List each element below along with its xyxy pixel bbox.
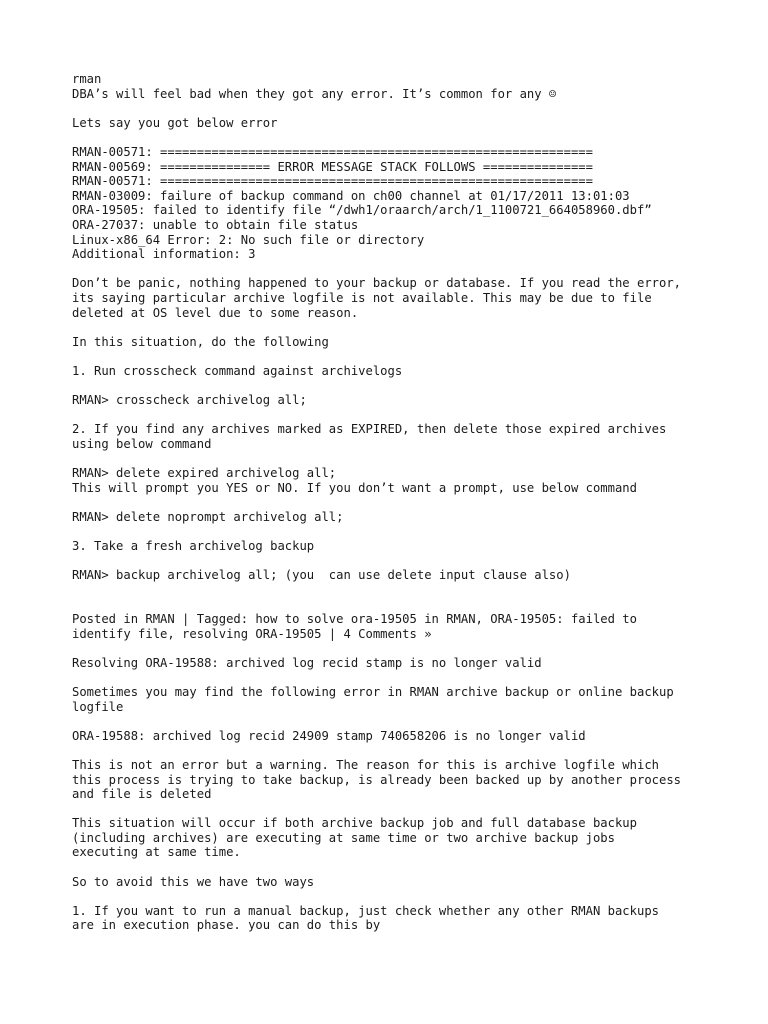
blank-line (72, 889, 712, 904)
blank-line (72, 670, 712, 685)
blank-line (72, 408, 712, 423)
blank-line (72, 583, 712, 598)
text-line: RMAN> delete noprompt archivelog all; (72, 509, 344, 524)
text-line: ORA-19588: archived log recid 24909 stamp 740658206 is no longer valid (72, 728, 586, 743)
text-line: RMAN-03009: failure of backup command on ch00 channel at 01/17/2011 13:01:03 (72, 188, 630, 203)
text-line: RMAN-00569: =============== ERROR MESSAGE STACK FOLLOWS =============== (72, 159, 593, 174)
text-line: Posted in RMAN | Tagged: how to solve ora-19505 in RMAN, ORA-19505: failed to (72, 611, 637, 626)
text-line: 1. Run crosscheck command against archivelogs (72, 363, 403, 378)
text-line: Linux-x86_64 Error: 2: No such file or directory (72, 232, 425, 247)
text-line: This situation will occur if both archive backup job and full database backup (72, 816, 637, 831)
document-page (72, 72, 712, 933)
text-line: ORA-27037: unable to obtain file status (72, 217, 359, 232)
blank-line (72, 802, 712, 817)
text-line: 3. Take a fresh archivelog backup (72, 539, 315, 553)
text-line: 1. If you want to run a manual backup, just check whether any other RMAN backups (72, 903, 659, 918)
blank-line (72, 262, 712, 277)
text-line: DBA’s will feel bad when they got any error. It’s common for any ☺ (72, 86, 557, 101)
text-line: ORA-19505: failed to identify file “/dwh1/oraarch/arch/1_1100721_664058960.dbf” (72, 203, 652, 218)
blank-line (72, 451, 712, 466)
text-line: So to avoid this we have two ways (72, 874, 315, 889)
text-line: This will prompt you YES or NO. If you don’t want a prompt, use below command (72, 480, 637, 495)
blank-line (72, 860, 712, 875)
text-line: (including archives) are executing at same time or two archive backup jobs (72, 830, 615, 845)
text-line: executing at same time. (72, 845, 241, 860)
blank-line (72, 349, 712, 364)
text-line: Sometimes you may find the following error in RMAN archive backup or online backup (72, 684, 674, 699)
text-line: and file is deleted (72, 787, 212, 802)
text-line: RMAN> crosscheck archivelog all; (72, 393, 307, 408)
text-line: this process is trying to take backup, is already been backed up by another process (72, 772, 682, 787)
text-line: logfile (72, 699, 124, 714)
text-line: Lets say you got below error (72, 115, 278, 130)
text-line: RMAN-00571: =========================================================== (72, 144, 593, 159)
blank-line (72, 320, 712, 335)
blank-line (72, 130, 712, 145)
text-line: This is not an error but a warning. The reason for this is archive logfile which (72, 757, 659, 772)
blank-line (72, 743, 712, 758)
blank-line (72, 101, 712, 116)
text-line: rman (72, 72, 102, 86)
blank-line (72, 524, 712, 539)
blank-line (72, 641, 712, 656)
text-line: RMAN-00571: =========================================================== (72, 174, 593, 189)
text-line: Don’t be panic, nothing happened to your backup or database. If you read the error, (72, 276, 682, 291)
blank-line (72, 554, 712, 569)
blank-line (72, 495, 712, 510)
text-line: 2. If you find any archives marked as EXPIRED, then delete those expired archives (72, 422, 667, 437)
text-line: RMAN> delete expired archivelog all; (72, 466, 337, 481)
text-line: using below command (72, 436, 212, 451)
text-line: identify file, resolving ORA-19505 | 4 Comments » (72, 626, 432, 641)
text-line: Resolving ORA-19588: archived log recid stamp is no longer valid (72, 655, 542, 670)
text-line: are in execution phase. you can do this by (72, 918, 381, 933)
blank-line (72, 597, 712, 612)
text-line: deleted at OS level due to some reason. (72, 305, 359, 320)
blank-line (72, 378, 712, 393)
text-line: its saying particular archive logfile is not available. This may be due to file (72, 290, 652, 305)
text-line: Additional information: 3 (72, 247, 256, 262)
blank-line (72, 714, 712, 729)
text-line: In this situation, do the following (72, 334, 329, 349)
text-line: RMAN> backup archivelog all; (you can use delete input clause also) (72, 568, 571, 583)
